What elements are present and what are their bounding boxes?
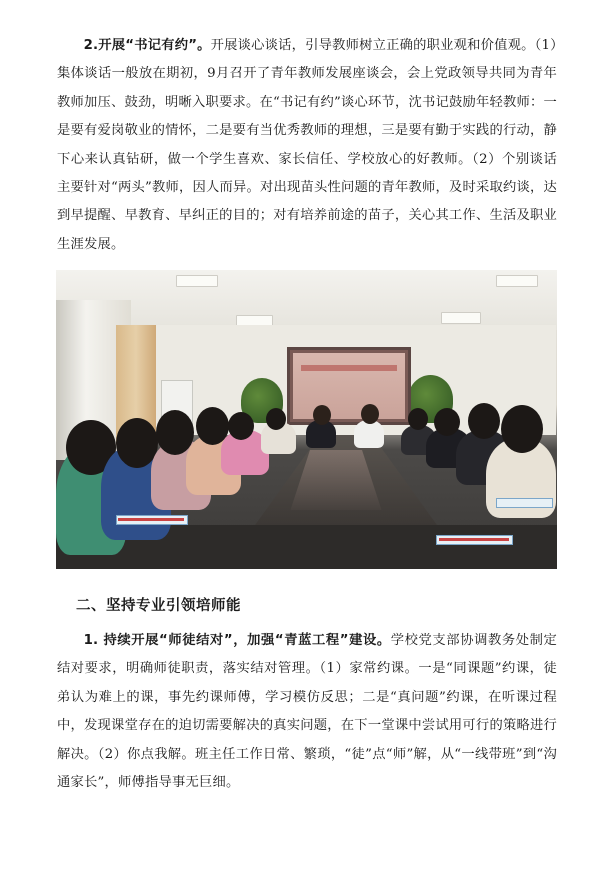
attendee-head (434, 408, 460, 436)
paragraph-mentorship (57, 627, 557, 797)
attendee-head (501, 405, 543, 453)
screen-display (293, 353, 405, 419)
book-ribbon (118, 518, 184, 521)
book-ribbon (439, 538, 509, 541)
paragraph-heading: 1. 持续开展“师徒结对”，加强“青蓝工程”建设。 (83, 633, 391, 648)
ceiling-light (496, 275, 538, 287)
attendee-head (468, 403, 500, 439)
projection-screen (287, 347, 411, 425)
attendee (354, 420, 384, 448)
paragraph-secretary-appointment (57, 32, 557, 259)
ceiling-light (441, 312, 481, 324)
paragraph-heading: 2.开展“书记有约”。 (83, 38, 211, 53)
section-heading: 二、坚持专业引领培师能 (76, 598, 241, 614)
ceiling-light (176, 275, 218, 287)
paragraph-body: 学校党支部协调教务处制定结对要求，明确师徒职责，落实结对管理。（1）家常约课。一是“同课题”约课，徒弟认为难上的课，事先约课师傅，学习模仿反思；二是“真问题”约课，在听课过程中，发现课堂存在的迫切需要解决的真实问题，在下一堂课中尝试用可行的策略进行解决。（2）你点我解。班主任工作日常、繁琐，“徒”点“师”解，从“一线带班”到“沟通家长”，师傅指导事无巨细。 (57, 633, 557, 791)
meeting-photo (56, 270, 557, 569)
attendee-head (408, 408, 428, 430)
paragraph-body: 开展谈心谈话，引导教师树立正确的职业观和价值观。（1）集体谈话一般放在期初，9月召开了青年教师发展座谈会，会上党政领导共同为青年教师加压、鼓劲，明晰入职要求。在“书记有约”谈心环节，沈书记鼓励年轻教师：一是要有爱岗敬业的情怀，二是要有当优秀教师的理想，三是要有勤于实践的行动，静下心来认真钻研，做一个学生喜欢、家长信任、学校放心的好教师。（2）个别谈话主要针对“两头”教师，因人而异。对出现苗头性问题的青年教师，及时采取约谈，达到早提醒、早教育、早纠正的目的；对有培养前途的苗子，关心其工作、生活及职业生涯发展。 (57, 38, 557, 252)
attendee-head (266, 408, 286, 430)
attendee-head (313, 405, 331, 425)
screen-title-bar (301, 365, 397, 371)
ceiling (56, 270, 557, 330)
book (496, 498, 553, 508)
attendee-head (228, 412, 254, 440)
attendee-head (361, 404, 379, 424)
